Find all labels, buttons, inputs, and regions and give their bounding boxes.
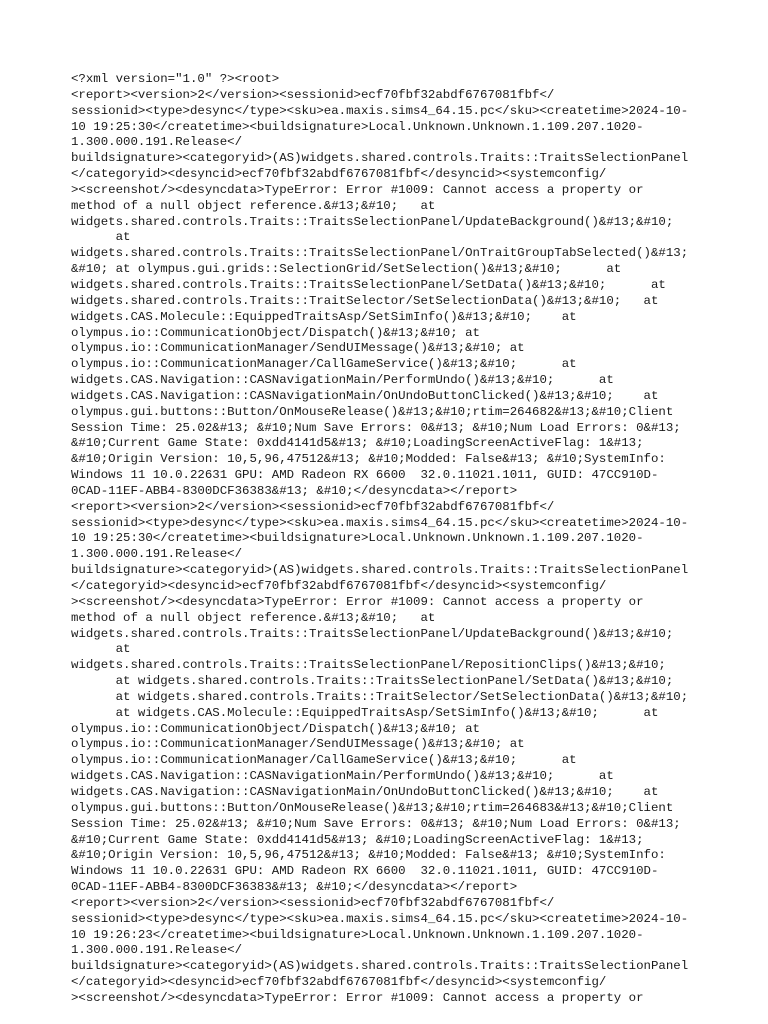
text-line: 10 19:25:30</createtime><buildsignature>Local.Unknown.Unknown.1.109.207.1020- <box>71 119 644 134</box>
text-line: <?xml version="1.0" ?><root> <box>71 72 280 86</box>
text-line: method of a null object reference.&#13;&#10; at <box>71 610 436 625</box>
text-line: <report><version>2</version><sessionid>ecf70fbf32abdf6767081fbf</ <box>71 499 555 514</box>
text-line: widgets.shared.controls.Traits::TraitsSelectionPanel/UpdateBackground()&#13;&#10; <box>71 626 674 641</box>
text-line: &#10;Origin Version: 10,5,96,47512&#13; &#10;Modded: False&#13; &#10;SystemInfo: <box>71 848 666 863</box>
text-line: 0CAD-11EF-ABB4-8300DCF36383&#13; &#10;</desyncdata></report> <box>71 880 518 895</box>
text-line: widgets.CAS.Navigation::CASNavigationMain/OnUndoButtonClicked()&#13;&#10; at <box>71 784 659 799</box>
text-line: method of a null object reference.&#13;&#10; at <box>71 198 436 213</box>
text-line: ><screenshot/><desyncdata>TypeError: Error #1009: Cannot access a property or <box>71 182 644 197</box>
text-line: &#10; at olympus.gui.grids::SelectionGrid/SetSelection()&#13;&#10; at <box>71 262 622 277</box>
text-line: buildsignature><categoryid>(AS)widgets.shared.controls.Traits::TraitsSelectionPanel <box>71 151 689 166</box>
text-line: Windows 11 10.0.22631 GPU: AMD Radeon RX 6600 32.0.11021.1011, GUID: 47CC910D- <box>71 864 659 879</box>
text-line: ><screenshot/><desyncdata>TypeError: Error #1009: Cannot access a property or <box>71 990 644 1005</box>
text-line: <report><version>2</version><sessionid>ecf70fbf32abdf6767081fbf</ <box>71 87 555 102</box>
text-line: ><screenshot/><desyncdata>TypeError: Error #1009: Cannot access a property or <box>71 594 644 609</box>
text-line: sessionid><type>desync</type><sku>ea.maxis.sims4_64.15.pc</sku><createtime>2024-10- <box>71 515 689 530</box>
text-line: olympus.io::CommunicationObject/Dispatch()&#13;&#10; at <box>71 325 480 340</box>
text-line: widgets.shared.controls.Traits::TraitsSelectionPanel/SetData()&#13;&#10; at <box>71 277 666 292</box>
text-line: buildsignature><categoryid>(AS)widgets.shared.controls.Traits::TraitsSelectionPanel <box>71 959 689 974</box>
text-line: 10 19:26:23</createtime><buildsignature>Local.Unknown.Unknown.1.109.207.1020- <box>71 927 644 942</box>
text-line: olympus.io::CommunicationManager/SendUIMessage()&#13;&#10; at <box>71 341 525 356</box>
text-line: at <box>71 230 131 245</box>
text-line: at widgets.shared.controls.Traits::TraitsSelectionPanel/SetData()&#13;&#10; <box>71 674 674 689</box>
text-line: at widgets.CAS.Molecule::EquippedTraitsAsp/SetSimInfo()&#13;&#10; at <box>71 705 659 720</box>
text-line: olympus.gui.buttons::Button/OnMouseRelease()&#13;&#10;rtim=264683&#13;&#10;Client <box>71 800 674 815</box>
text-line: Session Time: 25.02&#13; &#10;Num Save Errors: 0&#13; &#10;Num Load Errors: 0&#13; <box>71 420 681 435</box>
text-line: 1.300.000.191.Release</ <box>71 547 243 562</box>
text-line: olympus.io::CommunicationManager/SendUIMessage()&#13;&#10; at <box>71 737 525 752</box>
text-line: Session Time: 25.02&#13; &#10;Num Save Errors: 0&#13; &#10;Num Load Errors: 0&#13; <box>71 816 681 831</box>
text-line: olympus.io::CommunicationManager/CallGameService()&#13;&#10; at <box>71 753 577 768</box>
text-line: widgets.CAS.Navigation::CASNavigationMain/OnUndoButtonClicked()&#13;&#10; at <box>71 388 659 403</box>
text-line: 0CAD-11EF-ABB4-8300DCF36383&#13; &#10;</desyncdata></report> <box>71 483 518 498</box>
text-line: sessionid><type>desync</type><sku>ea.maxis.sims4_64.15.pc</sku><createtime>2024-10- <box>71 103 689 118</box>
text-line: </categoryid><desyncid>ecf70fbf32abdf6767081fbf</desyncid><systemconfig/ <box>71 167 607 182</box>
document-text-block <box>71 72 711 1007</box>
text-line: widgets.shared.controls.Traits::TraitsSelectionPanel/OnTraitGroupTabSelected()&#13; <box>71 246 689 261</box>
text-line: at <box>71 642 131 657</box>
text-line: 10 19:25:30</createtime><buildsignature>Local.Unknown.Unknown.1.109.207.1020- <box>71 531 644 546</box>
text-line: <report><version>2</version><sessionid>ecf70fbf32abdf6767081fbf</ <box>71 895 555 910</box>
text-line: widgets.CAS.Molecule::EquippedTraitsAsp/SetSimInfo()&#13;&#10; at <box>71 309 577 324</box>
text-line: </categoryid><desyncid>ecf70fbf32abdf6767081fbf</desyncid><systemconfig/ <box>71 579 607 593</box>
text-line: &#10;Current Game State: 0xdd4141d5&#13; &#10;LoadingScreenActiveFlag: 1&#13; <box>71 832 644 847</box>
text-line: widgets.CAS.Navigation::CASNavigationMain/PerformUndo()&#13;&#10; at <box>71 373 614 388</box>
text-line: buildsignature><categoryid>(AS)widgets.shared.controls.Traits::TraitsSelectionPanel <box>71 563 689 578</box>
text-line: 1.300.000.191.Release</ <box>71 135 243 150</box>
text-line: olympus.gui.buttons::Button/OnMouseRelease()&#13;&#10;rtim=264682&#13;&#10;Client <box>71 404 674 419</box>
text-line: widgets.shared.controls.Traits::TraitsSelectionPanel/RepositionClips()&#13;&#10; <box>71 658 666 673</box>
text-line: Windows 11 10.0.22631 GPU: AMD Radeon RX 6600 32.0.11021.1011, GUID: 47CC910D- <box>71 468 659 483</box>
text-line: &#10;Current Game State: 0xdd4141d5&#13; &#10;LoadingScreenActiveFlag: 1&#13; <box>71 436 644 451</box>
text-line: &#10;Origin Version: 10,5,96,47512&#13; &#10;Modded: False&#13; &#10;SystemInfo: <box>71 452 666 467</box>
text-line: sessionid><type>desync</type><sku>ea.maxis.sims4_64.15.pc</sku><createtime>2024-10- <box>71 911 689 926</box>
text-line: olympus.io::CommunicationObject/Dispatch()&#13;&#10; at <box>71 721 480 736</box>
text-line: widgets.shared.controls.Traits::TraitsSelectionPanel/UpdateBackground()&#13;&#10; <box>71 214 674 229</box>
text-line: olympus.io::CommunicationManager/CallGameService()&#13;&#10; at <box>71 357 577 372</box>
text-line: widgets.shared.controls.Traits::TraitSelector/SetSelectionData()&#13;&#10; at <box>71 293 659 308</box>
text-line: widgets.CAS.Navigation::CASNavigationMain/PerformUndo()&#13;&#10; at <box>71 769 614 784</box>
text-line: </categoryid><desyncid>ecf70fbf32abdf6767081fbf</desyncid><systemconfig/ <box>71 975 607 990</box>
text-line: at widgets.shared.controls.Traits::TraitSelector/SetSelectionData()&#13;&#10; <box>71 689 689 704</box>
text-line: 1.300.000.191.Release</ <box>71 943 243 958</box>
